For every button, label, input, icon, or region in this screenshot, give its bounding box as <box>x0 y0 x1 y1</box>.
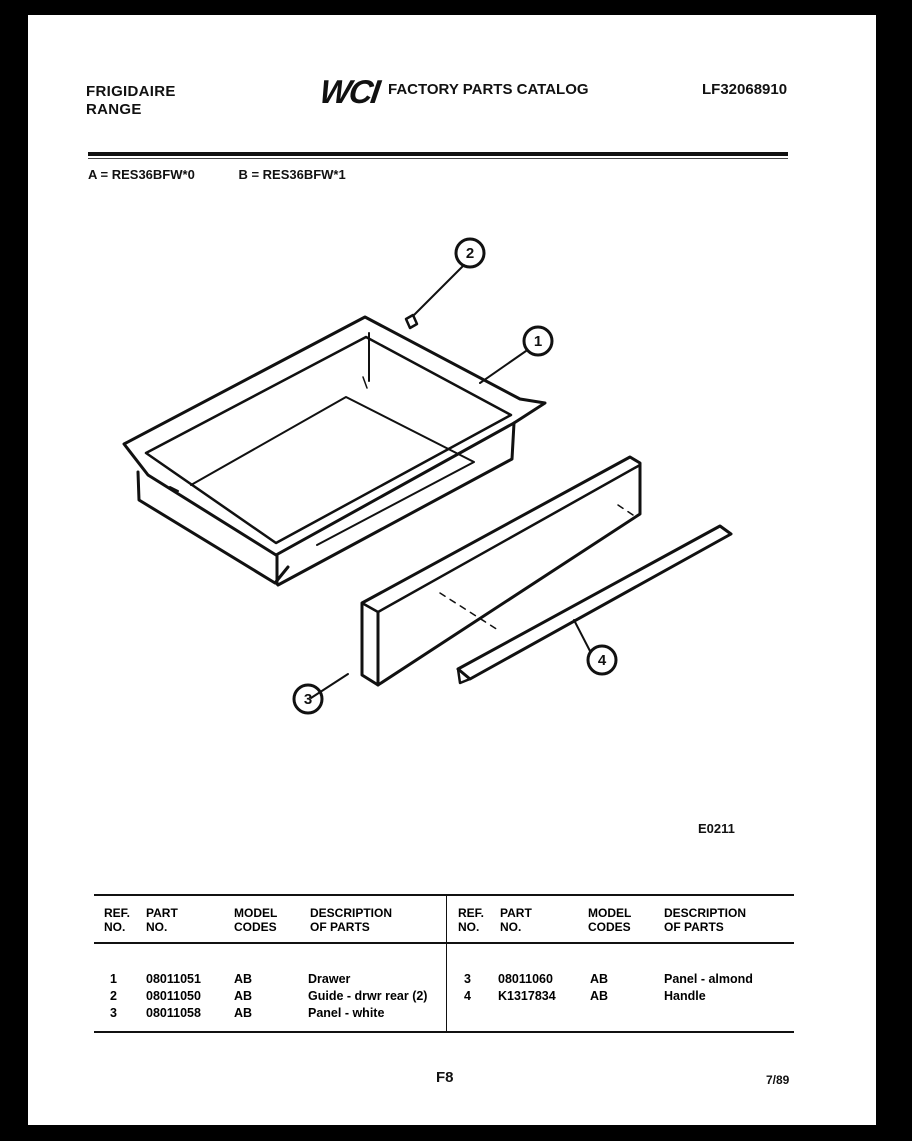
callout-1-label: 1 <box>533 333 543 350</box>
catalog-title: FACTORY PARTS CATALOG <box>388 81 589 98</box>
header-part-right: PART NO. <box>500 906 532 934</box>
header-ref-right: REF. NO. <box>458 906 485 934</box>
callout-3-label: 3 <box>303 691 313 708</box>
row-desc: Guide - drwr rear (2) <box>308 989 428 1003</box>
row-part: 08011060 <box>498 972 553 986</box>
callout-2-label: 2 <box>465 245 475 262</box>
header-ref-left: REF. NO. <box>104 906 131 934</box>
row-desc: Handle <box>664 989 706 1003</box>
row-ref: 2 <box>110 989 117 1003</box>
exploded-diagram <box>28 15 876 1125</box>
guide-part <box>406 315 417 328</box>
row-codes: AB <box>234 989 253 1003</box>
row-desc: Drawer <box>308 972 351 986</box>
print-date: 7/89 <box>766 1073 790 1087</box>
row-part: 08011051 <box>146 972 201 986</box>
document-number: LF32068910 <box>702 81 788 98</box>
callout-4-label: 4 <box>597 652 607 669</box>
table-divider <box>446 896 447 1031</box>
wci-logo: WCI <box>317 73 381 110</box>
header-model-right: MODEL CODES <box>588 906 632 934</box>
row-part: 08011058 <box>146 1006 201 1020</box>
header-desc-right: DESCRIPTION OF PARTS <box>664 906 747 934</box>
table-top-rule <box>94 894 794 896</box>
panel-part <box>362 457 640 685</box>
model-a: A = RES36BFW*0 <box>88 167 195 182</box>
row-desc: Panel - almond <box>664 972 753 986</box>
row-part: K1317834 <box>498 989 556 1003</box>
header-part-left: PART NO. <box>146 906 178 934</box>
row-desc: Panel - white <box>308 1006 385 1020</box>
brand-name: FRIGIDAIRE <box>86 83 176 100</box>
model-b: B = RES36BFW*1 <box>238 167 346 182</box>
row-ref: 3 <box>110 1006 117 1020</box>
catalog-page <box>28 15 876 1125</box>
product-type: RANGE <box>86 101 142 118</box>
row-codes: AB <box>590 989 609 1003</box>
row-ref: 1 <box>110 972 117 986</box>
header-desc-left: DESCRIPTION OF PARTS <box>310 906 393 934</box>
table-bottom-rule <box>94 1031 794 1033</box>
row-ref: 4 <box>464 989 471 1003</box>
page-number: F8 <box>436 1069 454 1086</box>
row-part: 08011050 <box>146 989 201 1003</box>
row-ref: 3 <box>464 972 471 986</box>
drawer-part <box>124 317 545 585</box>
drawing-code: E0211 <box>698 821 735 836</box>
row-codes: AB <box>234 1006 253 1020</box>
row-codes: AB <box>234 972 253 986</box>
row-codes: AB <box>590 972 609 986</box>
table-header-rule <box>94 942 794 944</box>
header-model-left: MODEL CODES <box>234 906 278 934</box>
